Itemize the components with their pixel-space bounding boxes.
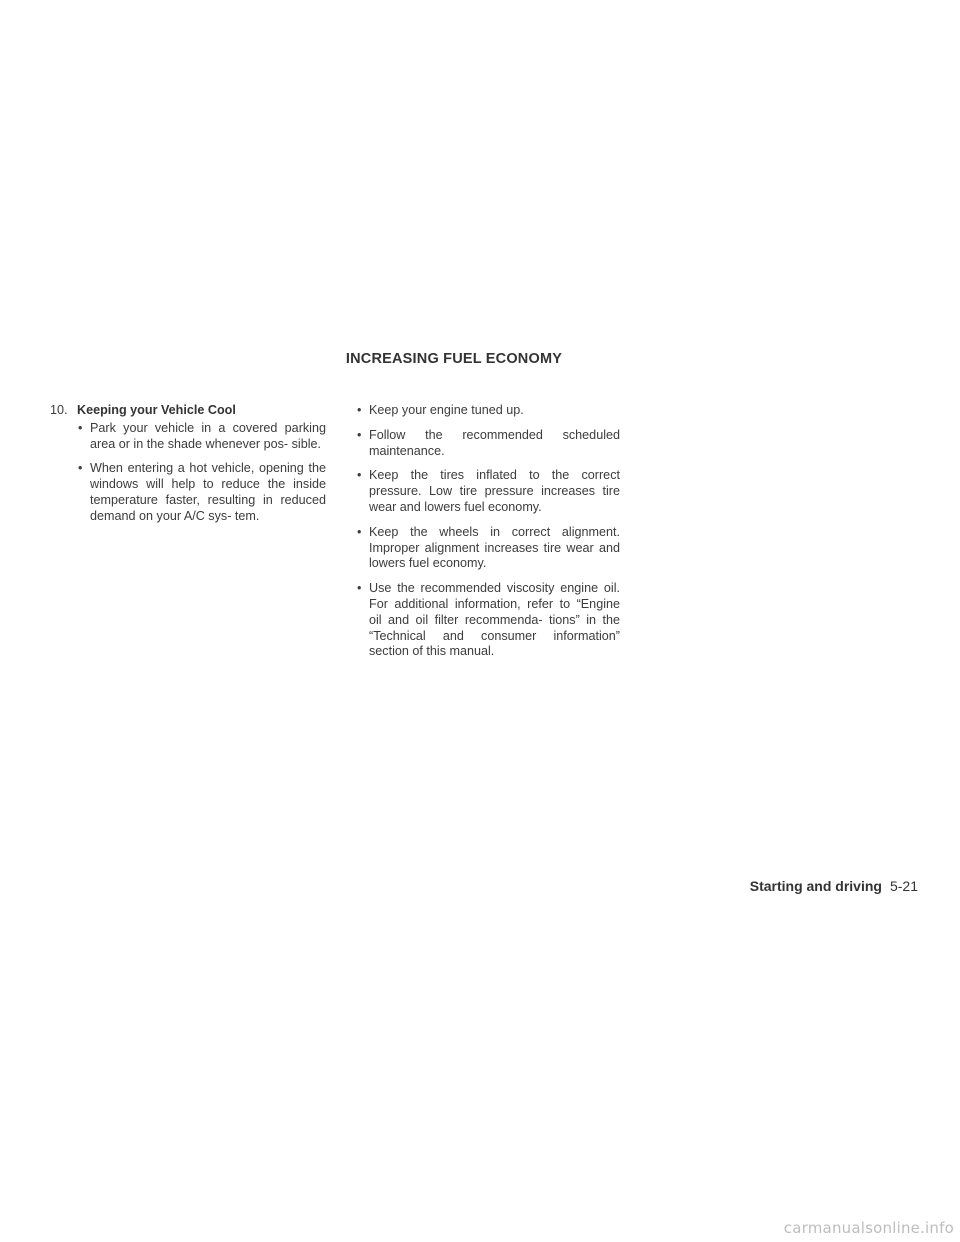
page-footer: [750, 878, 918, 894]
bullet-text: Keep the wheels in correct alignment. Improper alignment increases tire wear and lowers fuel economy.: [369, 524, 620, 571]
list-item: [356, 525, 620, 572]
bullet-text: Keep the tires inflated to the correct pressure. Low tire pressure increases tire wear and lowers fuel economy.: [369, 468, 620, 514]
bullet-icon: •: [357, 524, 362, 539]
list-item: [356, 403, 620, 419]
page-number: 5-21: [889, 878, 918, 894]
list-item: [356, 428, 620, 460]
bullet-icon: •: [357, 427, 362, 442]
bullet-text: Park your vehicle in a covered parking area or in the shade whenever pos- sible.: [90, 420, 326, 451]
bullet-icon: •: [357, 403, 362, 417]
bullet-icon: •: [78, 420, 83, 435]
bullet-text: Follow the recommended scheduled maintenance.: [369, 427, 620, 458]
right-column: [356, 403, 620, 669]
numbered-item: [50, 403, 326, 525]
bullet-icon: •: [357, 581, 362, 596]
list-item: [356, 581, 620, 660]
item-heading: Keeping your Vehicle Cool: [77, 403, 236, 417]
list-item: [77, 461, 326, 524]
list-item: [356, 468, 620, 515]
sub-bullet-list: [77, 421, 326, 525]
bullet-text: Keep your engine tuned up.: [369, 403, 524, 417]
footer-section-name: Starting and driving: [749, 878, 882, 894]
list-item: [77, 421, 326, 453]
item-number: 10.: [50, 403, 68, 417]
watermark: carmanualsonline.info: [783, 1219, 954, 1237]
bullet-text: When entering a hot vehicle, opening the windows will help to reduce the inside temperature faster, resulting in reduced demand on your A/C sys- tem.: [90, 461, 326, 523]
left-column: [50, 403, 326, 534]
bullet-icon: •: [357, 468, 362, 483]
bullet-text: Use the recommended viscosity engine oil. For additional information, refer to “Engine oil and oil filter recommenda- tions” in the “Technical and consumer information” section of this manual.: [369, 581, 620, 659]
section-title: INCREASING FUEL ECONOMY: [345, 351, 563, 367]
bullet-icon: •: [78, 461, 83, 476]
